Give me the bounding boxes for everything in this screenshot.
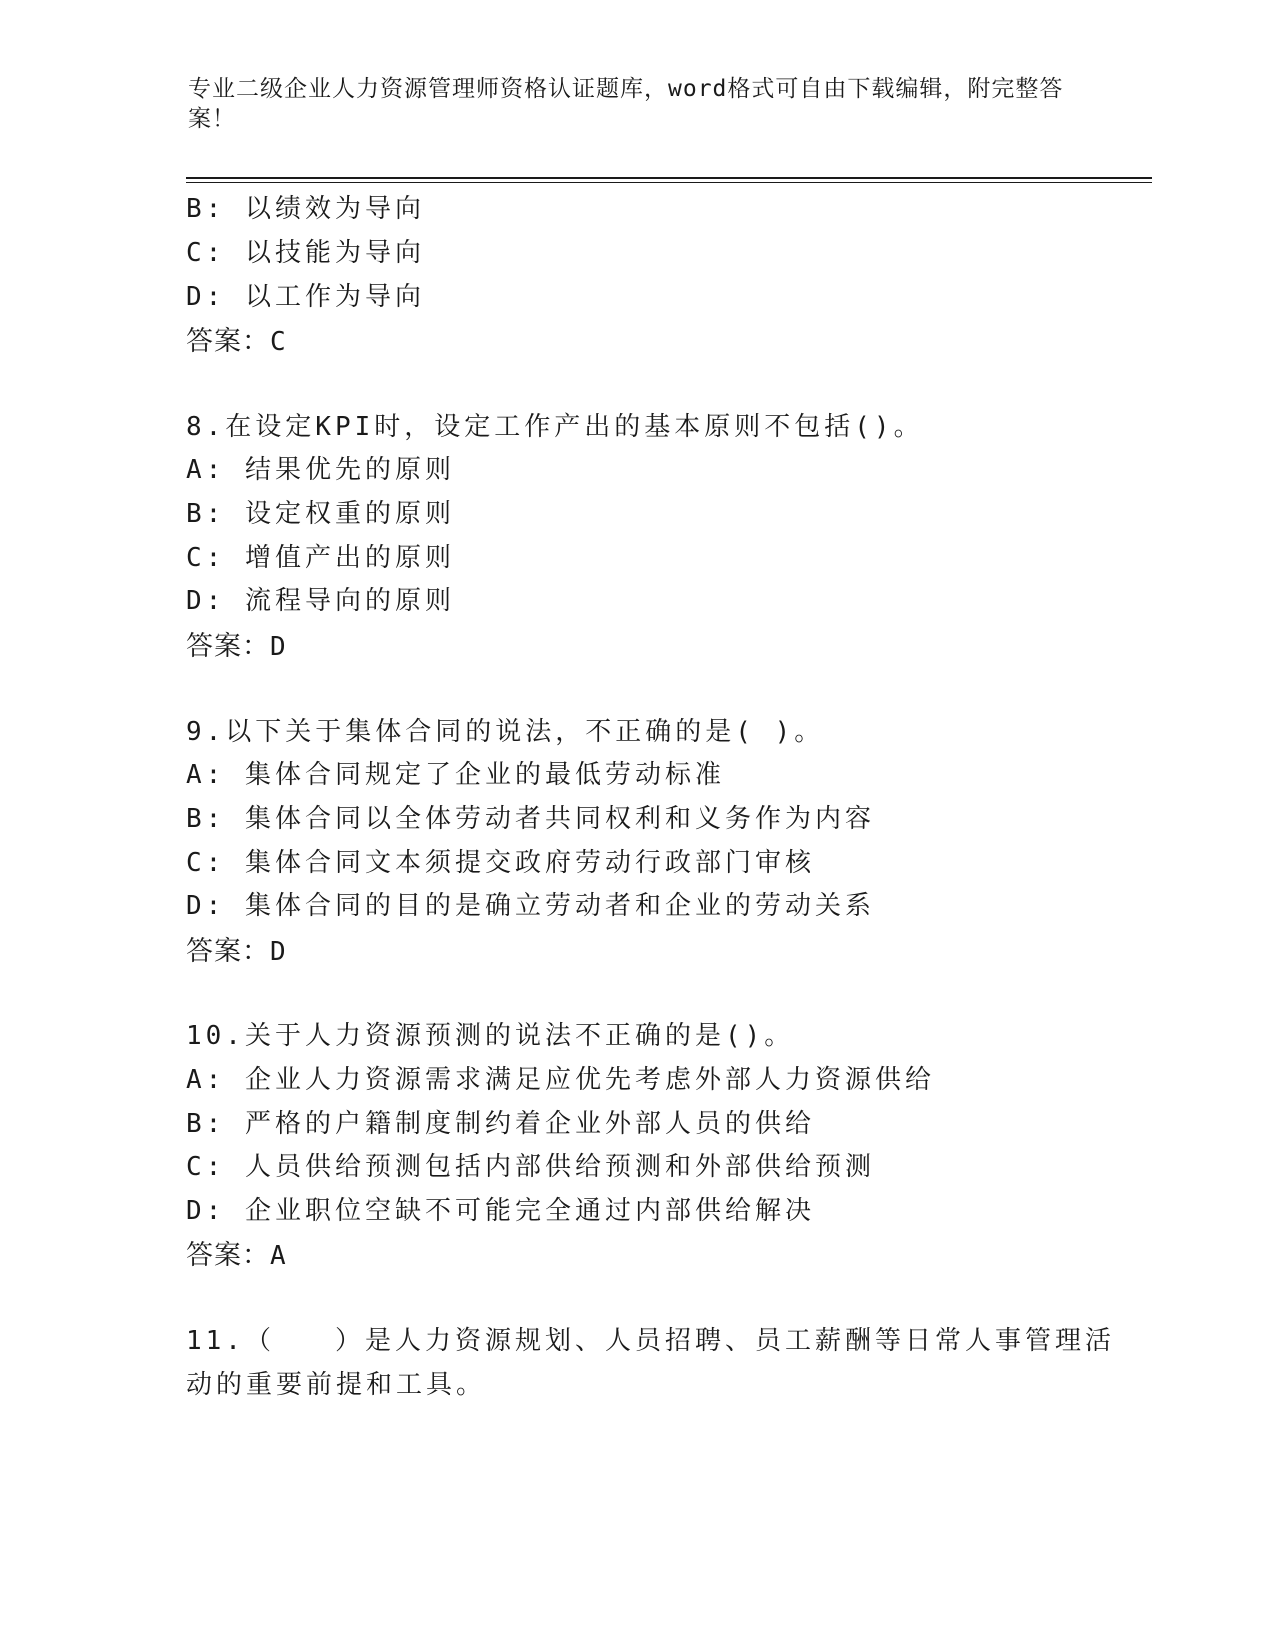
question-10-option-d: D: 企业职位空缺不可能完全通过内部供给解决 <box>186 1196 815 1226</box>
question-8-option-b: B: 设定权重的原则 <box>186 499 455 529</box>
question-9-option-a: A: 集体合同规定了企业的最低劳动标准 <box>186 760 725 790</box>
question-10-option-c: C: 人员供给预测包括内部供给预测和外部供给预测 <box>186 1152 875 1182</box>
question-9-option-c: C: 集体合同文本须提交政府劳动行政部门审核 <box>186 848 815 878</box>
page-header-title: 专业二级企业人力资源管理师资格认证题库，word格式可自由下载编辑，附完整答案！ <box>188 76 1064 132</box>
answer-value: A <box>270 1241 287 1271</box>
question-8-stem: 8.在设定KPI时，设定工作产出的基本原则不包括()。 <box>186 412 924 442</box>
answer-value: D <box>270 937 287 967</box>
answer-label: 答案： <box>186 631 270 662</box>
question-8-option-d: D: 流程导向的原则 <box>186 586 455 616</box>
prev-option-c: C: 以技能为导向 <box>186 238 425 268</box>
header-divider-thick <box>186 177 1152 179</box>
question-11-stem-line-2: 动的重要前提和工具。 <box>186 1370 487 1400</box>
answer-label: 答案： <box>186 326 270 357</box>
answer-label: 答案： <box>186 1240 270 1271</box>
question-10-stem: 10.关于人力资源预测的说法不正确的是()。 <box>186 1021 795 1051</box>
prev-answer <box>186 319 287 358</box>
prev-option-b: B: 以绩效为导向 <box>186 194 425 224</box>
question-10-answer <box>186 1233 287 1272</box>
question-10-option-b: B: 严格的户籍制度制约着企业外部人员的供给 <box>186 1109 815 1139</box>
header-divider-thin <box>186 182 1152 183</box>
question-9-option-b: B: 集体合同以全体劳动者共同权利和义务作为内容 <box>186 804 875 834</box>
answer-value: C <box>270 327 287 357</box>
prev-option-d: D: 以工作为导向 <box>186 282 425 312</box>
answer-value: D <box>270 632 287 662</box>
question-8-answer <box>186 624 287 663</box>
question-9-answer <box>186 929 287 968</box>
question-8-option-c: C: 增值产出的原则 <box>186 543 455 573</box>
question-11-stem-line-1: 11.（ ）是人力资源规划、人员招聘、员工薪酬等日常人事管理活 <box>186 1326 1115 1356</box>
question-9-stem: 9.以下关于集体合同的说法，不正确的是( )。 <box>186 717 825 747</box>
question-10-option-a: A: 企业人力资源需求满足应优先考虑外部人力资源供给 <box>186 1065 935 1095</box>
question-9-option-d: D: 集体合同的目的是确立劳动者和企业的劳动关系 <box>186 891 875 921</box>
answer-label: 答案： <box>186 936 270 967</box>
question-8-option-a: A: 结果优先的原则 <box>186 455 455 485</box>
